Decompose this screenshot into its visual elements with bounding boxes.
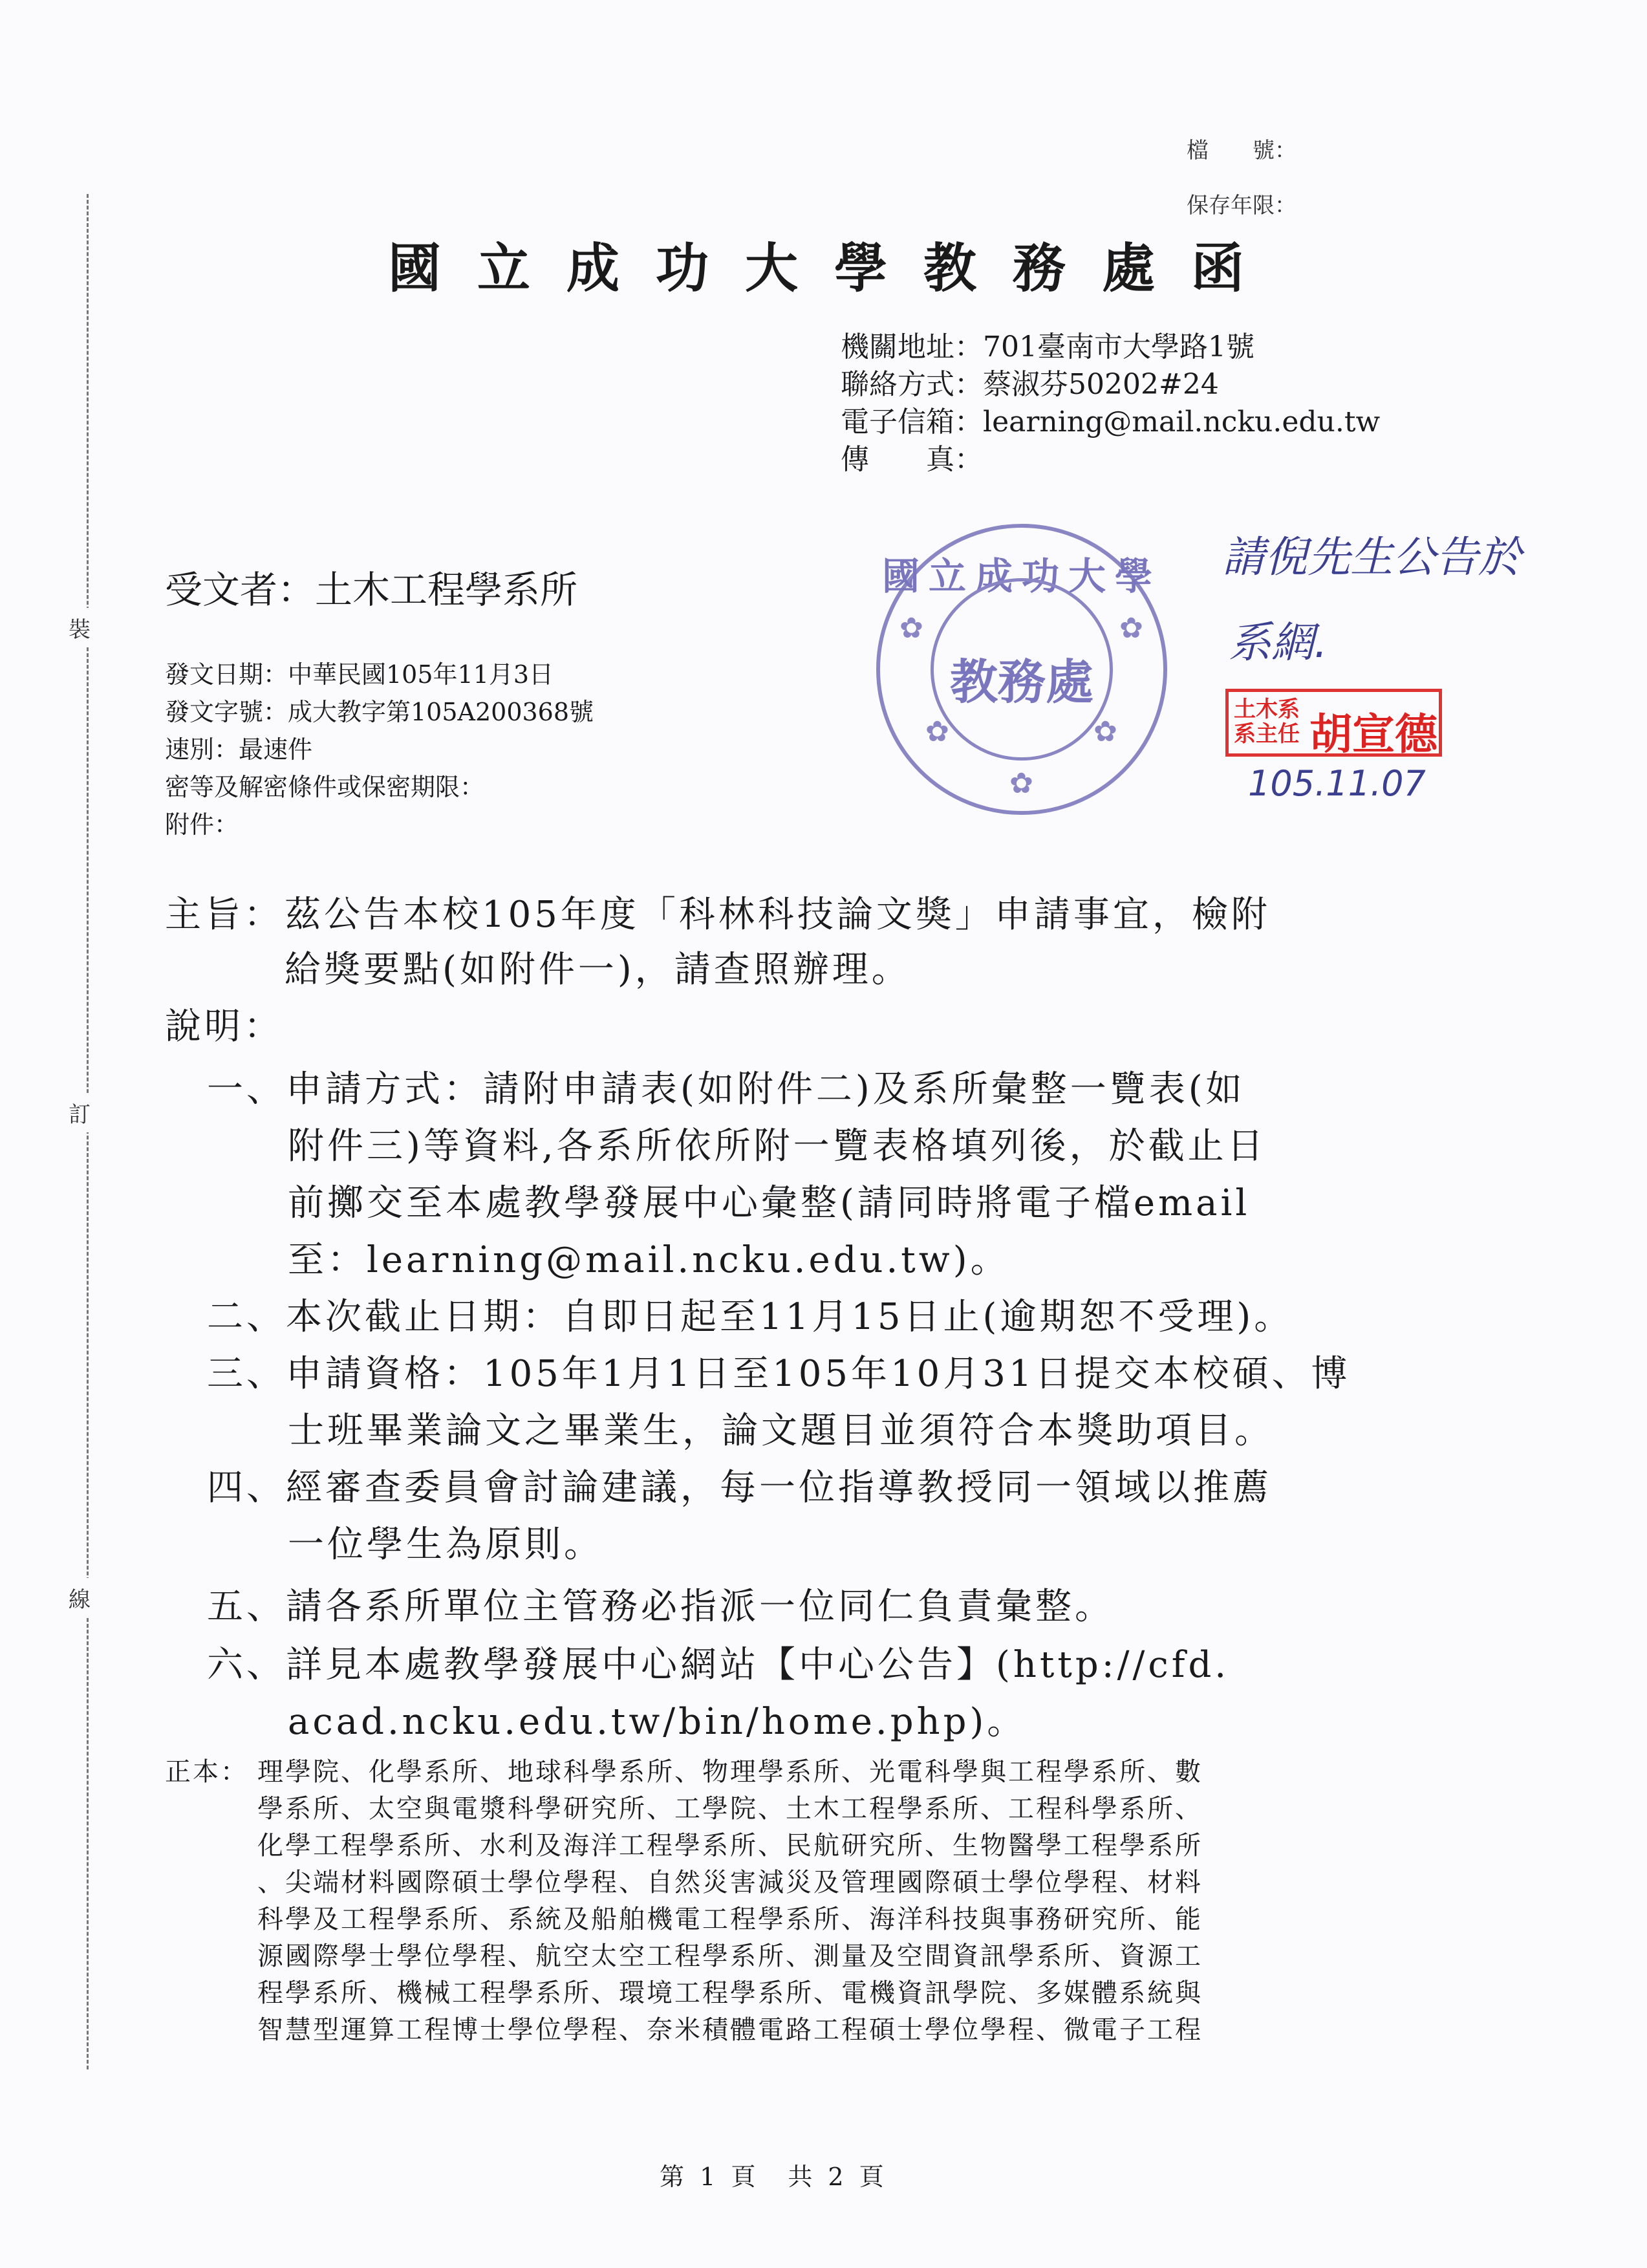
binding-mark-ding: 訂 (69, 1093, 91, 1132)
explanation-line: 一、申請方式：請附申請表(如附件二)及系所彙整一覽表(如 (207, 1068, 1245, 1110)
stamp-title-2: 系主任 (1234, 721, 1300, 747)
seal-ring-text: 國立成功大學 (881, 554, 1161, 598)
subject-line: 茲公告本校105年度「科林科技論文獎」申請事宜，檢附 (285, 894, 1271, 936)
stamp-name: 胡宣德 (1309, 709, 1437, 759)
cc-line: 學系所、太空與電漿科學研究所、工學院、土木工程學系所、工程科學系所、 (257, 1794, 1203, 1824)
cc-line: 智慧型運算工程博士學位學程、奈米積體電路工程碩士學位學程、微電子工程 (257, 2015, 1203, 2045)
issue-date: 發文日期：中華民國105年11月3日 (165, 660, 554, 689)
explanation-line: acad.ncku.edu.tw/bin/home.php)。 (288, 1701, 1027, 1743)
cc-line: 科學及工程學系所、系統及船舶機電工程學系所、海洋科技與事務研究所、能 (257, 1905, 1203, 1934)
cc-line: 化學工程學系所、水利及海洋工程學系所、民航研究所、生物醫學工程學系所 (257, 1831, 1203, 1861)
explanation-line: 附件三)等資料,各系所依所附一覽表格填列後，於截止日 (288, 1125, 1267, 1167)
cc-line: 理學院、化學系所、地球科學系所、物理學系所、光電科學與工程學系所、數 (257, 1757, 1203, 1787)
subject-line: 給獎要點(如附件一)，請查照辦理。 (285, 949, 911, 991)
recipient: 受文者：土木工程學系所 (165, 568, 578, 612)
explanation-line: 三、申請資格：105年1月1日至105年10月31日提交本校碩、博 (207, 1353, 1351, 1395)
seal-flower-icon: ✿ (1093, 715, 1117, 748)
seal-center-text: 教務處 (950, 654, 1093, 710)
cc-line: 程學系所、機械工程學系所、環境工程學系所、電機資訊學院、多媒體系統與 (257, 1978, 1203, 2008)
retention-label: 保存年限： (1187, 193, 1297, 219)
seal-flower-icon: ✿ (899, 612, 923, 645)
explanation-line: 二、本次截止日期：自即日起至11月15日止(逾期恕不受理)。 (207, 1296, 1294, 1338)
document-title: 國立成功大學教務處函 (388, 237, 1281, 299)
binding-mark-xian: 線 (69, 1578, 91, 1617)
explanation-line: 士班畢業論文之畢業生，論文題目並須符合本獎助項目。 (288, 1410, 1274, 1452)
subject-label: 主旨： (165, 894, 283, 936)
speed-class: 速別：最速件 (165, 735, 313, 764)
issue-number: 發文字號：成大教字第105A200368號 (165, 698, 594, 726)
cc-line: 、尖端材料國際碩士學位學程、自然災害減災及管理國際碩士學位學程、材料 (257, 1868, 1203, 1897)
contact-email: 電子信箱：learning@mail.ncku.edu.tw (841, 405, 1381, 438)
explanation-line: 一位學生為原則。 (288, 1524, 603, 1566)
seal-flower-icon: ✿ (1009, 767, 1033, 800)
attachment-label: 附件： (165, 810, 239, 839)
binding-mark-zhuang: 裝 (69, 608, 91, 647)
explanation-line: 前擲交至本處教學發展中心彙整(請同時將電子檔email (288, 1182, 1251, 1224)
explanation-line: 五、請各系所單位主管務必指派一位同仁負責彙整。 (207, 1586, 1114, 1628)
chairman-stamp (1225, 689, 1442, 757)
file-number-label: 檔 號： (1187, 138, 1297, 164)
seal-flower-icon: ✿ (1119, 612, 1143, 645)
secrecy-level: 密等及解密條件或保密期限： (165, 773, 485, 801)
explanation-line: 至：learning@mail.ncku.edu.tw)。 (288, 1239, 1010, 1281)
cc-label: 正本： (165, 1757, 248, 1787)
handwritten-date: 105.11.07 (1248, 763, 1426, 804)
explanation-line: 四、經審查委員會討論建議，每一位指導教授同一領域以推薦 (207, 1467, 1272, 1509)
official-seal (876, 524, 1167, 815)
explanation-label: 說明： (165, 1006, 283, 1048)
explanation-line: 六、詳見本處教學發展中心網站【中心公告】(http://cfd. (207, 1644, 1230, 1686)
seal-flower-icon: ✿ (925, 715, 949, 748)
page-number: 第 1 頁 共 2 頁 (660, 2163, 888, 2191)
contact-person: 聯絡方式：蔡淑芬50202#24 (841, 368, 1219, 401)
stamp-title-1: 土木系 (1234, 697, 1300, 722)
cc-line: 源國際學士學位學程、航空太空工程學系所、測量及空間資訊學系所、資源工 (257, 1941, 1203, 1971)
contact-address: 機關地址：701臺南市大學路1號 (841, 330, 1254, 363)
handwritten-note-line2: 系網. (1229, 618, 1328, 667)
contact-fax: 傳 真： (841, 443, 983, 476)
handwritten-note-line1: 請倪先生公告於 (1222, 532, 1521, 582)
